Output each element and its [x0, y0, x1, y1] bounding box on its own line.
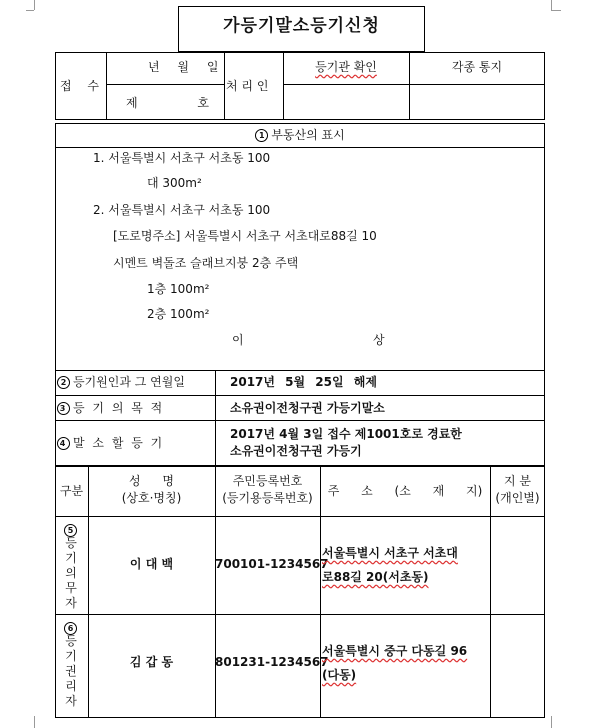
divider [215, 370, 216, 466]
field-value-cancel-2: 소유권이전청구권 가등기 [230, 444, 362, 458]
receipt-label: 접 수 [60, 79, 105, 93]
party-id: 801231-1234567 [215, 655, 329, 669]
field-label-purpose: 3 등 기 의 목 적 [57, 401, 164, 415]
crop-mark [26, 10, 34, 21]
property-section-title: 1 부동산의 표시 [55, 128, 545, 142]
page-title: 가등기말소등기신청 [223, 16, 380, 36]
field-label-cancel: 4 말 소 할 등 기 [57, 436, 164, 450]
crop-mark [551, 0, 562, 10]
party-name: 김 갑 동 [129, 655, 174, 669]
property-line: 2층 100m² [147, 307, 210, 321]
header-id: 주민등록번호 [232, 474, 303, 488]
registrar-confirm-label: 등기관 확인 [315, 60, 377, 74]
header-share-sub: (개인별) [495, 491, 540, 505]
divider [283, 84, 545, 85]
party-role-obligee: 등기권리자 [65, 634, 77, 708]
divider [55, 420, 545, 421]
field-value-cancel: 2017년 4월 3일 접수 제1001호로 경료한 [230, 427, 462, 441]
header-name: 성 명 [129, 474, 174, 488]
party-id: 700101-1234567 [215, 557, 329, 571]
property-line: 대 300m² [147, 176, 202, 190]
receipt-number: 제 호 [126, 96, 209, 110]
notice-label: 각종 통지 [451, 60, 503, 74]
header-name-sub: (상호·명칭) [121, 491, 182, 505]
divider [224, 52, 225, 120]
receipt-date: 년 월 일 [148, 60, 219, 74]
field-value-purpose: 소유권이전청구권 가등기말소 [230, 401, 385, 415]
divider [106, 52, 107, 120]
party-address: 서울특별시 서초구 서초대 [322, 546, 458, 560]
property-end-left: 이 [232, 333, 244, 347]
circled-number: 6 [64, 618, 80, 637]
divider [55, 147, 545, 148]
party-address: 서울특별시 중구 다동길 96 [322, 644, 468, 658]
party-address-2: 로88길 20(서초동) [322, 570, 429, 584]
field-value-cause: 2017년 5월 25일 해제 [230, 375, 377, 389]
crop-mark [34, 0, 45, 10]
divider [106, 84, 224, 85]
property-line: 시멘트 벽돌조 슬래브지붕 2층 주택 [113, 256, 299, 270]
field-label-cause: 2 등기원인과 그 연월일 [57, 375, 185, 389]
property-end-right: 상 [373, 333, 385, 347]
crop-mark [34, 716, 45, 728]
party-name: 이 대 백 [129, 557, 174, 571]
header-id-sub: (등기용등록번호) [222, 491, 313, 505]
divider [320, 466, 321, 718]
property-line: 1. 서울특별시 서초구 서초동 100 [93, 151, 271, 165]
crop-mark [551, 716, 562, 728]
circled-number: 5 [64, 520, 80, 539]
property-line: 1층 100m² [147, 282, 210, 296]
property-line: [도로명주소] 서울특별시 서초구 서초대로88길 10 [113, 229, 377, 243]
party-address-2: (다동) [322, 668, 357, 682]
divider [55, 516, 545, 517]
header-address: 주 소 (소 재 지) [327, 484, 483, 498]
circled-number: 1 [255, 129, 268, 142]
circled-number: 3 [57, 402, 70, 415]
circled-number: 4 [57, 437, 70, 450]
circled-number: 2 [57, 376, 70, 389]
crop-mark [551, 10, 561, 21]
header-share: 지 분 [504, 474, 531, 488]
processor-label: 처 리 인 [226, 79, 269, 93]
divider [55, 395, 545, 396]
property-line: 2. 서울특별시 서초구 서초동 100 [93, 203, 271, 217]
party-role-obligor: 등기의무자 [65, 536, 77, 610]
divider [55, 614, 545, 615]
header-category: 구분 [59, 484, 84, 498]
